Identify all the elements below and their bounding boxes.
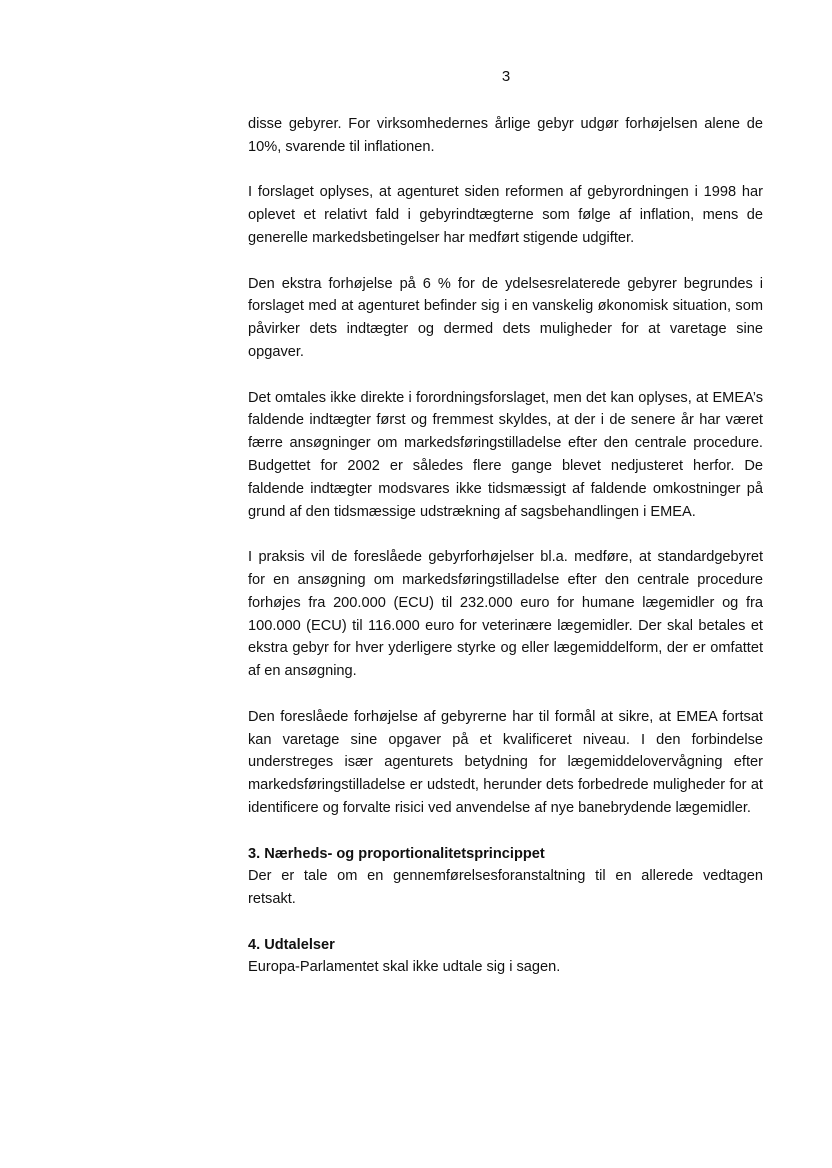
section-text: Europa-Parlamentet skal ikke udtale sig i sagen. xyxy=(248,959,561,976)
paragraph-3: Den ekstra forhøjelse på 6 % for de ydelsesrelaterede gebyrer begrundes i forslaget med at agenturet befinder sig i en vanskelig økonomisk situation, som påvirker dets indtægter og dermed dets muligheder for at varetage sine opgaver. xyxy=(248,275,763,360)
section-statements xyxy=(248,934,763,980)
section-heading: 3. Nærheds- og proportionalitetsprincippet xyxy=(248,845,545,862)
paragraph-2: I forslaget oplyses, at agenturet siden reformen af gebyrordningen i 1998 har oplevet et relativt fald i gebyrindtægterne som følge af inflation, mens de generelle markedsbetingelser har medført stigende udgifter. xyxy=(248,184,763,246)
paragraph-5: I praksis vil de foreslåede gebyrforhøjelser bl.a. medføre, at standardgebyret for en ansøgning om markedsføringstilladelse efter den centrale procedure forhøjes fra 200.000 (ECU) til 232.000 euro for humane lægemidler og fra 100.000 (ECU) til 116.000 euro for veterinære lægemidler. Der skal betales et ekstra gebyr for hver yderligere styrke og eller lægemiddelform, der er omfattet af en ansøgning. xyxy=(248,549,763,680)
section-heading: 4. Udtalelser xyxy=(248,936,335,953)
page-number: 3 xyxy=(501,68,511,85)
paragraph-6: Den foreslåede forhøjelse af gebyrerne har til formål at sikre, at EMEA fortsat kan varetage sine opgaver på et kvalificeret niveau. I den forbindelse understreges især agenturets betydning for lægemiddelovervågning efter markedsføringstilladelse er udstedt, herunder dets forbedrede muligheder for at identificere og forvalte risici ved anvendelse af nye banebrydende lægemidler. xyxy=(248,708,763,816)
paragraph-4: Det omtales ikke direkte i forordningsforslaget, men det kan oplyses, at EMEA’s faldende indtægter først og fremmest skyldes, at der i de senere år har været færre ansøgninger om markedsføringstilladelse efter den centrale procedure. Budgettet for 2002 er således flere gange blevet nedjusteret herfor. De faldende indtægter modsvares ikke tidsmæssigt af faldende omkostninger på grund af den tidsmæssige udstrækning af sagsbehandlingen i EMEA. xyxy=(248,389,763,520)
section-subsidiarity xyxy=(248,843,763,911)
document-body xyxy=(248,113,763,1002)
paragraph-1: disse gebyrer. For virksomhedernes årlige gebyr udgør forhøjelsen alene de 10%, svarende til inflationen. xyxy=(248,116,763,155)
section-text: Der er tale om en gennemførelsesforanstaltning til en allerede vedtagen retsakt. xyxy=(248,868,763,908)
